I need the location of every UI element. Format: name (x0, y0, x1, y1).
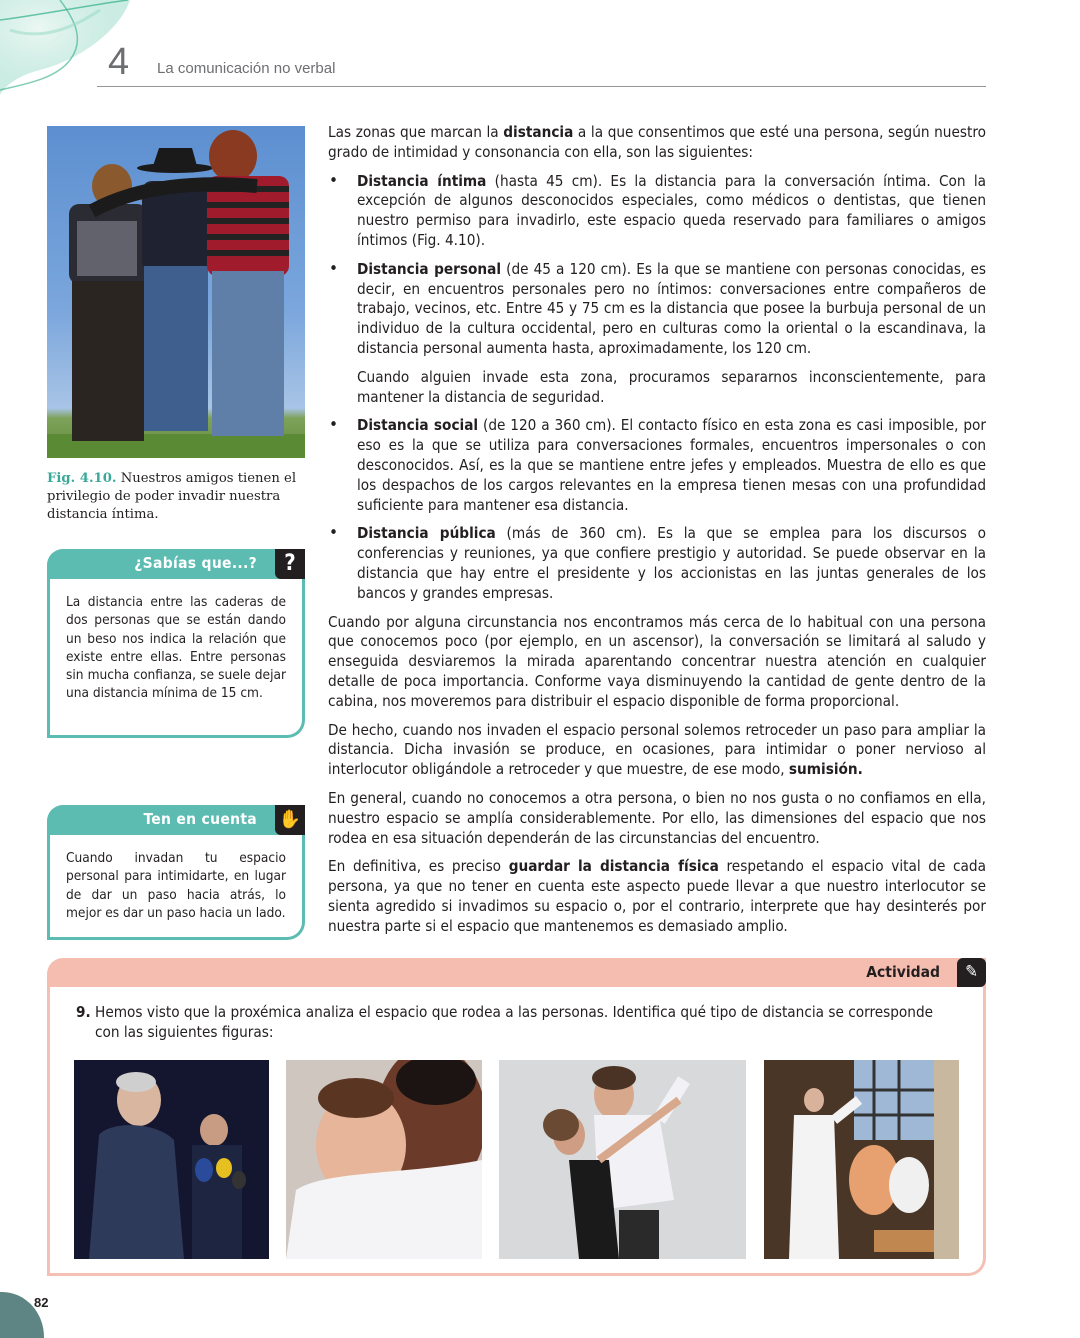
paragraph-text: En definitiva, es preciso (328, 857, 509, 876)
paragraph-invasion (328, 721, 986, 780)
keep-in-mind-title: Ten en cuenta (143, 810, 257, 828)
figure-caption (47, 470, 305, 524)
did-you-know-box (47, 549, 305, 738)
main-text-column (328, 123, 986, 945)
paragraph-elevator: Cuando por alguna circunstancia nos encontramos más cerca de lo habitual con una persona que conocemos poco (por ejemplo, en un ascensor), la conversación se limitará al saludo y enseguida desviaremos la mirada aparentando concentrar nuestra atención en cualquier detalle de poca importancia. Conforme vaya disminuyendo la cantidad de gente dentro de la cabina, nos moveremos para distribuir el espacio disponible de forma proporcional. (328, 612, 986, 710)
bullet-term: Distancia pública (357, 524, 496, 543)
bullet-term: Distancia personal (357, 259, 502, 278)
keep-in-mind-text: Cuando invadan tu espacio personal para intimidarte, en lugar de dar un paso hacia atrás, lo mejor es dar un paso hacia un lado. (66, 850, 286, 921)
pencil-icon: ✎ (957, 958, 986, 987)
paragraph-text: De hecho, cuando nos invaden el espacio personal solemos retroceder un paso para ampliar la distancia. Dicha invasión se produce, en ocasiones, para intimidar o poner nervioso al interlocutor obligándole a retroceder y que muestre, de ese modo, (328, 720, 986, 779)
chapter-title: La comunicación no verbal (157, 60, 336, 77)
bullet-text: (hasta 45 cm). Es la distancia para la conversación íntima. Con la excepción de algunos desconocidos especiales, como médicos o dentistas, que tienen nuestro permiso para invadirlo, este espacio queda reservado para familiares o amigos íntimos (Fig. 4.10). (357, 171, 986, 249)
personal-distance-extra: Cuando alguien invade esta zona, procuramos separarnos inconscientemente, para mantener la distancia de seguridad. (357, 367, 986, 406)
hand-icon: ✋ (275, 805, 305, 835)
paragraph-text-cont: respetando el espacio vital de cada persona, ya que no tener en cuenta este aspecto puede llevar a que nuestro interlocutor se sienta agredido si invadimos su espacio o, por el contrario, interprete que hay desinterés por nuestra parte si el espacio que mantenemos es demasiado amplio. (328, 857, 986, 935)
intro-text: Las zonas que marcan la (328, 123, 504, 141)
bullet-text: (más de 360 cm). Es la que se emplea para los discursos o conferencias y reuniones, ya que confiere prestigio y autoridad. Se puede observar en la distancia que hay entre el presidente y los accionistas en las juntas generales de los bancos y grandes empresas. (357, 524, 987, 602)
intro-text-cont: a la que consentimos que esté una persona, según nuestro grado de intimidad y consonancia con ella, son las siguientes: (328, 123, 986, 161)
activity-question (76, 1002, 971, 1042)
paragraph-general: En general, cuando no conocemos a otra persona, o bien no nos gusta o no confiamos en ella, nuestro espacio se amplía considerablemente. Por ello, las dimensiones del espacio que nos rodea en esa situación dependerán de las circunstancias del encuentro. (328, 788, 986, 847)
bullet-social-distance (328, 416, 986, 515)
activity-photo-baby-hug (286, 1060, 482, 1259)
intro-paragraph (328, 123, 986, 163)
question-text-line2: con las siguientes figuras: (95, 1023, 274, 1041)
figure-label: Fig. 4.10. (47, 471, 117, 486)
bullet-text: (de 120 a 360 cm). El contacto físico en esta zona es casi imposible, por eso es la que se utiliza para conversaciones formales, encuentros impersonales o con desconocidos. Así, es la que se mantiene entre jefes y empleados. Muestra de ello es que los despachos de los cargos relevantes en la empresa tienen mesas con una profundidad suficiente para mantener esa distancia. (357, 416, 986, 514)
bullet-personal-distance (328, 260, 986, 359)
paragraph-conclusion (328, 857, 986, 936)
header-divider (97, 86, 986, 87)
activity-header (47, 958, 986, 987)
activity-photo-press-conference (74, 1060, 269, 1259)
page-number: 82 (34, 1295, 49, 1310)
bullet-term: Distancia íntima (357, 171, 487, 190)
did-you-know-title: ¿Sabías que...? (134, 554, 257, 572)
chapter-number: 4 (108, 41, 130, 83)
activity-photo-couple-dancing (499, 1060, 746, 1259)
activity-title: Actividad (866, 963, 940, 981)
did-you-know-header (47, 549, 305, 579)
bullet-term: Distancia social (357, 416, 479, 435)
paragraph-keyword: sumisión. (788, 760, 863, 779)
figure-4-10-photo (47, 126, 305, 458)
did-you-know-text: La distancia entre las caderas de dos personas que se están dando un beso nos indica la relación que existe entre ellas. Entre personas sin mucha confianza, se suele dejar una distancia mínima de 15 cm. (66, 594, 286, 702)
paragraph-keyword: guardar la distancia física (508, 857, 719, 876)
bullet-intimate-distance (328, 172, 986, 251)
bullet-text: (de 45 a 120 cm). Es la que se mantiene con personas conocidas, es decir, en encuentros personales pero no íntimos: conversaciones entre compañeros de trabajo, vecinos, etc. Entre 45 y 75 cm es la distancia que posee la burbuja personal de un individuo de la cultura occidental, pero en culturas como la oriental o la escandinava, la distancia personal aumenta hasta, aproximadamente, los 120 cm. (357, 259, 986, 357)
question-mark-icon: ? (275, 549, 305, 579)
question-text: Hemos visto que la proxémica analiza el espacio que rodea a las personas. Identifica qué tipo de distancia se corresponde (90, 1003, 934, 1021)
keep-in-mind-header (47, 805, 305, 835)
activity-photo-ceremony (764, 1060, 959, 1259)
intro-keyword: distancia (503, 123, 574, 141)
keep-in-mind-box (47, 805, 305, 940)
question-number: 9. (76, 1003, 91, 1021)
figure-caption-text: Nuestros amigos tienen el privilegio de poder invadir nuestra distancia íntima. (47, 471, 297, 522)
bullet-public-distance (328, 524, 986, 603)
